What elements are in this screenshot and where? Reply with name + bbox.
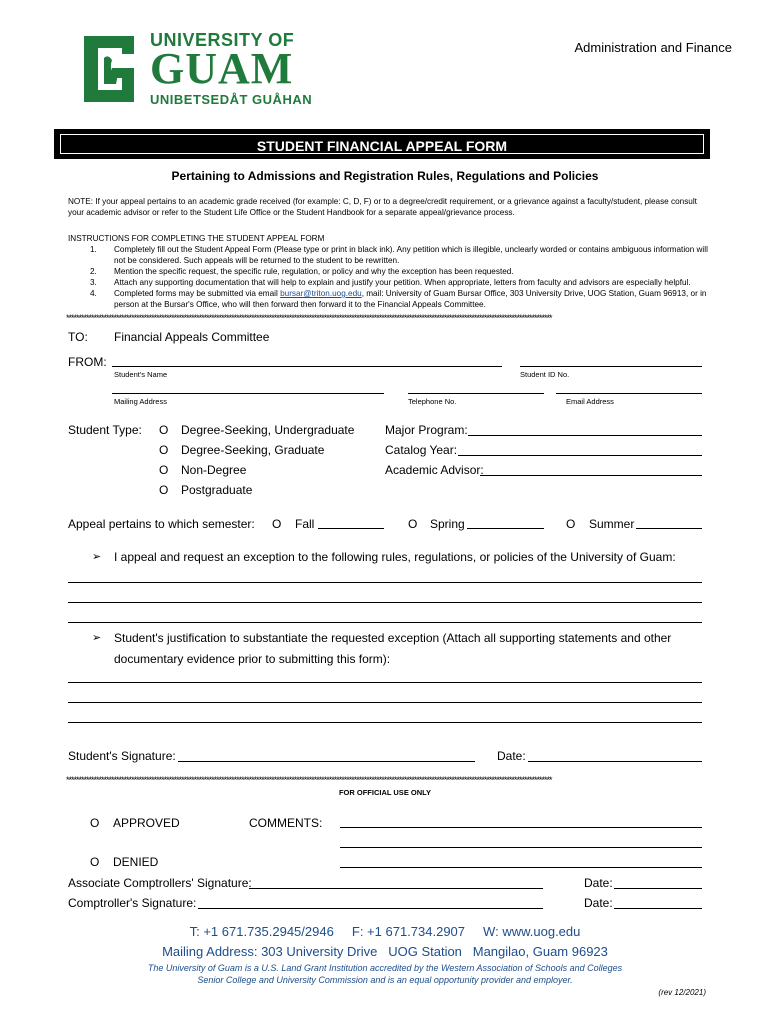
major-program-label: Major Program: [385,423,468,437]
to-label: TO: [68,330,88,344]
telephone-caption: Telephone No. [408,397,457,406]
student-date-label: Date: [497,749,526,763]
official-use-heading: FOR OFFICIAL USE ONLY [338,788,432,797]
assoc-date-label: Date: [584,876,613,890]
student-name-field[interactable] [112,366,502,367]
option-non-degree: Non-Degree [181,463,247,477]
student-signature-field[interactable] [178,761,475,762]
logo-line1: UNIVERSITY OF [150,30,295,50]
instruction-item: 4. Completed forms may be submitted via email bursar@triton.uog.edu, mail: University of Guam Bursar Office, 303 University Drive, UOG Station, Guam 96913, or in person at the Bursar's Office, who will then forward then forward it to the Financial Appeals Committee. [90,289,707,309]
instruction-item: 1. Completely fill out the Student Appeal Form (Please type or print in black ink). Any petition which is illegible, unclearly worded or contains ambiguous information will not be considered. Such appeals will be returned to the student to be rewritten. [90,245,708,265]
instruction-item: 2. Mention the specific request, the specific rule, regulation, or policy and why the exception has been requested. [90,267,514,276]
divider-stars: ************************************************************************************************************************************************************************************************** [66,313,552,323]
student-date-field[interactable] [528,761,702,762]
option-summer: Summer [589,517,635,531]
comptroller-signature-label: Comptroller's Signature: [68,896,197,910]
logo-line2: GUAM [150,44,294,93]
option-graduate: Degree-Seeking, Graduate [181,443,325,457]
fall-field[interactable] [318,528,384,529]
arrow-bullet-icon: ➢ [92,632,102,644]
instruction-item: 3. Attach any supporting documentation that will help to explain and justify your petition. When appropriate, letters from faculty and advisors are especially helpful. [90,278,691,287]
footer-contact: T: +1 671.735.2945/2946 F: +1 671.734.2907 W: www.uog.edu [189,924,581,939]
logo-line3: UNIBETSEDÅT GUÅHAN [150,92,313,107]
logo-g-icon [78,28,140,110]
appeal-request-text: I appeal and request an exception to the following rules, regulations, or policies of the University of Guam: [114,550,676,564]
appeal-line[interactable] [68,582,702,583]
student-name-caption: Student's Name [114,370,168,379]
arrow-bullet-icon: ➢ [92,551,102,563]
footer-address: Mailing Address: 303 University Drive UOG Station Mangilao, Guam 96923 [162,944,608,959]
appeal-line[interactable] [68,602,702,603]
radio-spring[interactable]: O [408,517,418,531]
radio-non-degree[interactable]: O [159,463,169,477]
student-id-field[interactable] [520,366,702,367]
student-signature-label: Student's Signature: [68,749,176,763]
assoc-comptroller-signature-field[interactable] [249,888,543,889]
justification-line[interactable] [68,682,702,683]
radio-summer[interactable]: O [566,517,576,531]
justification-line[interactable] [68,702,702,703]
mailing-address-field[interactable] [112,393,384,394]
comments-line[interactable] [340,867,702,868]
assoc-comptroller-signature-label: Associate Comptrollers' Signature: [68,876,252,890]
major-program-field[interactable] [468,435,702,436]
spring-field[interactable] [467,528,544,529]
radio-postgraduate[interactable]: O [159,483,169,497]
denied-label: DENIED [113,855,159,869]
comments-line[interactable] [340,847,702,848]
radio-fall[interactable]: O [272,517,282,531]
email-field[interactable] [556,393,702,394]
comptroller-date-label: Date: [584,896,613,910]
email-caption: Email Address [566,397,614,406]
academic-advisor-field[interactable] [480,475,702,476]
option-postgraduate: Postgraduate [181,483,253,497]
catalog-year-field[interactable] [458,455,702,456]
instructions [68,233,708,310]
bursar-email-link[interactable]: bursar@triton.uog.edu [280,289,362,298]
footer-accreditation [0,962,770,986]
form-title: STUDENT FINANCIAL APPEAL FORM [60,134,704,154]
justification-text-line2: documentary evidence prior to submitting this form): [114,652,391,666]
mailing-address-caption: Mailing Address [114,397,167,406]
comments-label: COMMENTS: [249,816,323,830]
justification-text-line1: Student's justification to substantiate the requested exception (Attach all supporting statements and other [114,631,672,645]
divider-stars: ************************************************************************************************************************************************************************************************** [66,775,552,785]
assoc-date-field[interactable] [614,888,702,889]
radio-approved[interactable]: O [90,816,100,830]
option-fall: Fall [295,517,315,531]
to-value: Financial Appeals Committee [114,330,270,344]
academic-advisor-label: Academic Advisor: [385,463,484,477]
accreditation-line1: The University of Guam is a U.S. Land Grant Institution accredited by the Western Association of Schools and Colleges [147,963,623,973]
radio-graduate[interactable]: O [159,443,169,457]
from-label: FROM: [68,355,107,369]
instructions-heading: INSTRUCTIONS FOR COMPLETING THE STUDENT APPEAL FORM [68,234,325,243]
note-text: NOTE: If your appeal pertains to an academic grade received (for example: C, D, F) or to a degree/credit requirement, or a grievance against a faculty/student, please consult your academic advisor or refer to the Student Life Office or the Student Handbook for a separate appeal/grievance process. [68,197,697,217]
summer-field[interactable] [636,528,702,529]
radio-denied[interactable]: O [90,855,100,869]
comptroller-signature-field[interactable] [198,908,543,909]
semester-label: Appeal pertains to which semester: [68,517,255,531]
justification-line[interactable] [68,722,702,723]
form-subtitle: Pertaining to Admissions and Registration Rules, Regulations and Policies [171,169,599,183]
option-undergrad: Degree-Seeking, Undergraduate [181,423,355,437]
student-type-label: Student Type: [68,423,142,437]
revision-label: (rev 12/2021) [658,988,706,997]
catalog-year-label: Catalog Year: [385,443,458,457]
student-id-caption: Student ID No. [520,370,570,379]
radio-undergrad[interactable]: O [159,423,169,437]
approved-label: APPROVED [113,816,180,830]
appeal-line[interactable] [68,622,702,623]
comptroller-date-field[interactable] [614,908,702,909]
accreditation-line2: Senior College and University Commission and is an equal opportunity provider and employer. [197,975,573,985]
option-spring: Spring [430,517,465,531]
department-label: Administration and Finance [574,40,732,55]
title-banner [54,129,710,159]
university-logo [78,28,313,113]
comments-line[interactable] [340,827,702,828]
telephone-field[interactable] [408,393,544,394]
